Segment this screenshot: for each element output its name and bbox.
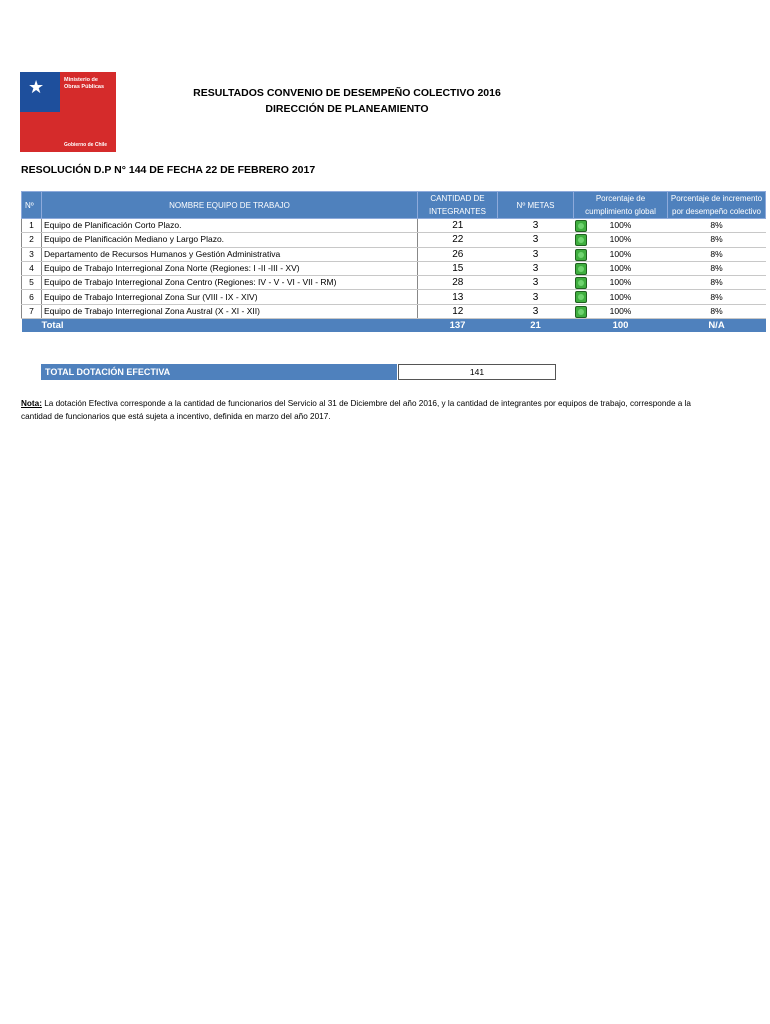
header-name: NOMBRE EQUIPO DE TRABAJO: [42, 192, 418, 219]
row-team-name: Equipo de Trabajo Interregional Zona Norte (Regiones: I -II -III - XV): [42, 261, 418, 275]
row-cantidad: 12: [418, 304, 498, 318]
table-row: [22, 304, 766, 318]
row-incremento: 8%: [668, 290, 766, 304]
row-cumplimiento: [574, 304, 668, 318]
row-number: 1: [22, 219, 42, 233]
row-cumplimiento-value: 100%: [609, 291, 632, 302]
status-indicator-icon: [575, 220, 587, 232]
row-number: 7: [22, 304, 42, 318]
row-number: 5: [22, 276, 42, 290]
logo-ministry-name: Ministerio de Obras Públicas: [64, 77, 105, 90]
row-cantidad: 22: [418, 233, 498, 247]
row-metas: 3: [498, 276, 574, 290]
footnote-text: La dotación Efectiva corresponde a la cantidad de funcionarios del Servicio al 31 de Diciembre del año 2016, y la cantidad de integrantes por equipos de trabajo, corresponde a la cantidad de funcionarios que está sujeta a incentivo, definida en marzo del año 2017.: [21, 399, 691, 421]
row-incremento: 8%: [668, 233, 766, 247]
status-indicator-icon: [575, 291, 587, 303]
header-incremento: Porcentaje de incremento por desempeño colectivo: [668, 192, 766, 219]
row-cumplimiento-value: 100%: [609, 305, 632, 316]
footnote: [21, 397, 721, 423]
row-cumplimiento: [574, 219, 668, 233]
row-cumplimiento-value: 100%: [609, 277, 632, 288]
header-metas: Nº METAS: [498, 192, 574, 219]
resolution-heading: RESOLUCIÓN D.P N° 144 DE FECHA 22 DE FEBRERO 2017: [21, 164, 316, 176]
row-cumplimiento: [574, 290, 668, 304]
logo-gobierno: Gobierno de Chile: [64, 142, 108, 148]
table-total-row: [22, 319, 766, 333]
row-number: 2: [22, 233, 42, 247]
row-cumplimiento: [574, 261, 668, 275]
header-cantidad: CANTIDAD DE INTEGRANTES: [418, 192, 498, 219]
row-incremento: 8%: [668, 219, 766, 233]
table-row: [22, 233, 766, 247]
row-incremento: 8%: [668, 304, 766, 318]
coat-of-arms-icon: ★: [28, 77, 45, 97]
total-incremento: N/A: [668, 319, 766, 333]
table-row: [22, 247, 766, 261]
row-cantidad: 13: [418, 290, 498, 304]
row-cumplimiento: [574, 247, 668, 261]
document-title: RESULTADOS CONVENIO DE DESEMPEÑO COLECTIVO 2016: [193, 87, 501, 99]
header-num: Nº: [22, 192, 42, 219]
row-metas: 3: [498, 219, 574, 233]
row-metas: 3: [498, 247, 574, 261]
row-cumplimiento-value: 100%: [609, 234, 632, 245]
row-incremento: 8%: [668, 276, 766, 290]
row-metas: 3: [498, 290, 574, 304]
row-cantidad: 28: [418, 276, 498, 290]
table-row: [22, 261, 766, 275]
row-team-name: Equipo de Planificación Corto Plazo.: [42, 219, 418, 233]
status-indicator-icon: [575, 306, 587, 318]
row-metas: 3: [498, 233, 574, 247]
footnote-label: Nota:: [21, 399, 42, 408]
row-cumplimiento-value: 100%: [609, 220, 632, 231]
table-row: [22, 290, 766, 304]
row-metas: 3: [498, 304, 574, 318]
total-cumplimiento: 100: [574, 319, 668, 333]
row-cumplimiento: [574, 276, 668, 290]
status-indicator-icon: [575, 249, 587, 261]
row-incremento: 8%: [668, 247, 766, 261]
row-team-name: Equipo de Trabajo Interregional Zona Austral (X - XI - XII): [42, 304, 418, 318]
row-team-name: Equipo de Planificación Mediano y Largo Plazo.: [42, 233, 418, 247]
row-number: 6: [22, 290, 42, 304]
dotacion-label: TOTAL DOTACIÓN EFECTIVA: [41, 364, 397, 380]
row-cumplimiento-value: 100%: [609, 263, 632, 274]
table-row: [22, 276, 766, 290]
row-cumplimiento-value: 100%: [609, 248, 632, 259]
table-header: [22, 192, 766, 219]
table-row: [22, 219, 766, 233]
total-cantidad: 137: [418, 319, 498, 333]
status-indicator-icon: [575, 277, 587, 289]
status-indicator-icon: [575, 234, 587, 246]
row-team-name: Equipo de Trabajo Interregional Zona Sur (VIII - IX - XIV): [42, 290, 418, 304]
row-incremento: 8%: [668, 261, 766, 275]
row-number: 3: [22, 247, 42, 261]
total-metas: 21: [498, 319, 574, 333]
row-cantidad: 15: [418, 261, 498, 275]
row-cantidad: 26: [418, 247, 498, 261]
row-cantidad: 21: [418, 219, 498, 233]
status-indicator-icon: [575, 263, 587, 275]
row-team-name: Departamento de Recursos Humanos y Gestión Administrativa: [42, 247, 418, 261]
dotacion-value: 141: [398, 364, 556, 380]
results-table: [21, 191, 766, 332]
logo-red-panel: [20, 112, 60, 152]
row-number: 4: [22, 261, 42, 275]
total-label: Total: [22, 319, 418, 333]
row-metas: 3: [498, 261, 574, 275]
row-cumplimiento: [574, 233, 668, 247]
row-team-name: Equipo de Trabajo Interregional Zona Centro (Regiones: IV - V - VI - VII - RM): [42, 276, 418, 290]
document-subtitle: DIRECCIÓN DE PLANEAMIENTO: [265, 103, 429, 115]
header-cumplimiento: Porcentaje de cumplimiento global: [574, 192, 668, 219]
